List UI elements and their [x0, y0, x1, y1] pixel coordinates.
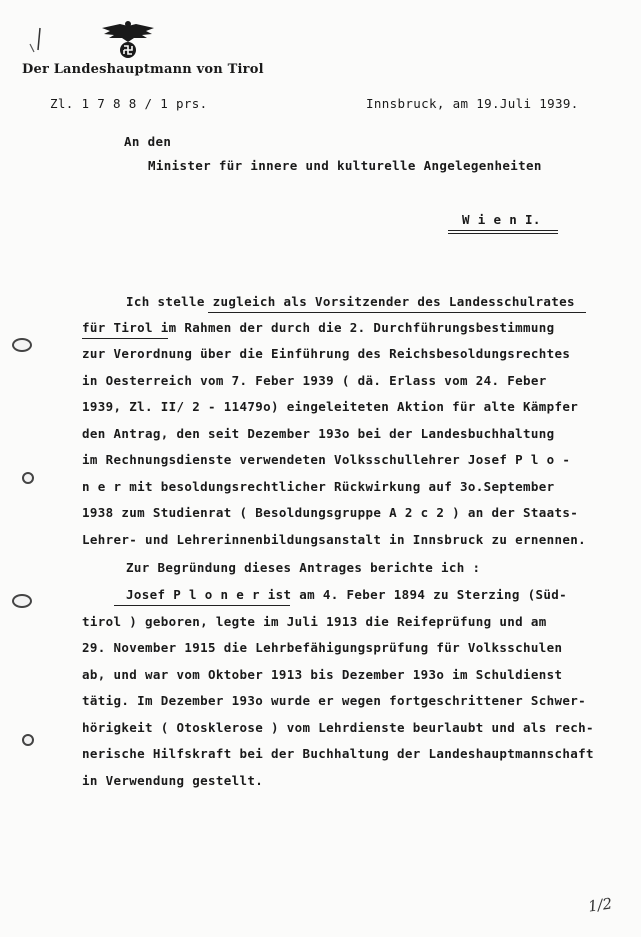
- reference-number: Zl. 1 7 8 8 / 1 prs.: [50, 96, 208, 111]
- page-mark: 1/2: [586, 894, 614, 916]
- recipient-line-1: An den: [124, 134, 172, 149]
- punch-hole: [12, 338, 32, 352]
- body-line: tätig. Im Dezember 193o wurde er wegen fortgeschrittener Schwer-: [82, 693, 587, 708]
- handwritten-underline: [208, 312, 586, 313]
- place-date: Innsbruck, am 19.Juli 1939.: [366, 96, 579, 111]
- punch-hole: [12, 594, 32, 608]
- body-line: im Rechnungsdienste verwendeten Volksschullehrer Josef P l o -: [82, 452, 571, 467]
- body-line: in Oesterreich vom 7. Feber 1939 ( dä. Erlass vom 24. Feber: [82, 373, 547, 388]
- recipient-city: W i e n I.: [462, 212, 541, 227]
- body-line: für Tirol im Rahmen der durch die 2. Durchführungsbestimmung: [82, 320, 555, 335]
- body-line: Lehrer- und Lehrerinnenbildungsanstalt in Innsbruck zu ernennen.: [82, 532, 587, 547]
- body-line: 1939, Zl. II/ 2 - 11479o) eingeleiteten Aktion für alte Kämpfer: [82, 399, 579, 414]
- body-line: n e r mit besoldungsrechtlicher Rückwirkung auf 3o.September: [82, 479, 555, 494]
- body-line: Josef P l o n e r ist am 4. Feber 1894 zu Sterzing (Süd-: [126, 587, 568, 602]
- body-line: ab, und war vom Oktober 1913 bis Dezember 193o im Schuldienst: [82, 667, 563, 682]
- body-line: 29. November 1915 die Lehrbefähigungsprüfung für Volksschulen: [82, 640, 563, 655]
- city-double-underline: [448, 230, 558, 234]
- body-line: hörigkeit ( Otosklerose ) vom Lehrdienste beurlaubt und als rech-: [82, 720, 594, 735]
- pencil-mark: [26, 26, 48, 56]
- punch-hole: [22, 734, 34, 746]
- handwritten-underline: [114, 605, 290, 606]
- eagle-emblem: [98, 20, 158, 60]
- punch-hole: [22, 472, 34, 484]
- recipient-line-2: Minister für innere und kulturelle Angelegenheiten: [148, 158, 542, 173]
- body-line: den Antrag, den seit Dezember 193o bei der Landesbuchhaltung: [82, 426, 555, 441]
- body-line: 1938 zum Studienrat ( Besoldungsgruppe A 2 c 2 ) an der Staats-: [82, 505, 579, 520]
- body-line: Zur Begründung dieses Antrages berichte ich :: [126, 560, 481, 575]
- body-line: in Verwendung gestellt.: [82, 773, 264, 788]
- body-line: nerische Hilfskraft bei der Buchhaltung der Landeshauptmannschaft: [82, 746, 594, 761]
- body-line: Ich stelle zugleich als Vorsitzender des Landesschulrates: [126, 294, 575, 309]
- handwritten-underline: [82, 338, 168, 339]
- body-line: tirol ) geboren, legte im Juli 1913 die Reifeprüfung und am: [82, 614, 547, 629]
- body-line: zur Verordnung über die Einführung des Reichsbesoldungsrechtes: [82, 346, 571, 361]
- letterhead-authority: Der Landeshauptmann von Tirol: [22, 62, 264, 77]
